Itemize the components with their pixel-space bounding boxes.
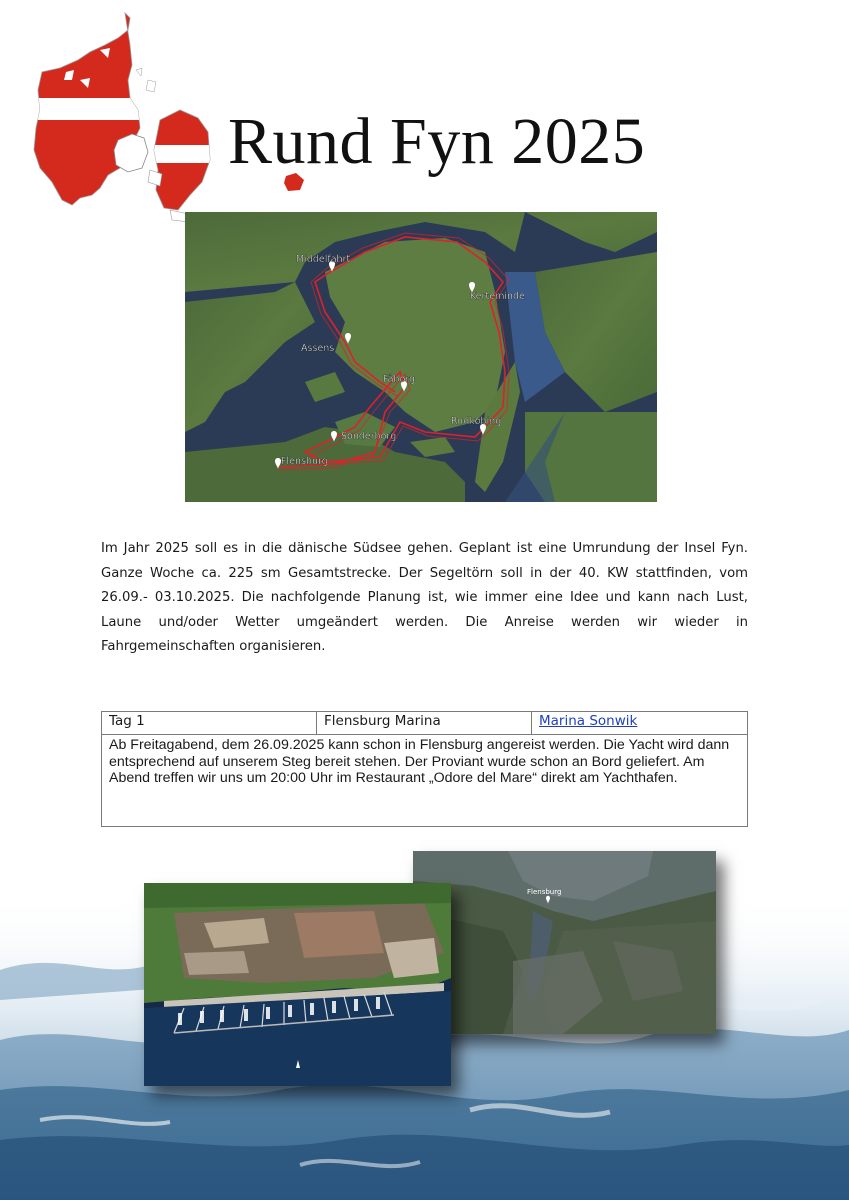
aerial-photo-marina [144, 883, 451, 1086]
intro-paragraph: Im Jahr 2025 soll es in die dänische Südsee gehen. Geplant ist eine Umrundung der Insel Fyn. Ganze Woche ca. 225 sm Gesamtstrecke. Der Segeltörn soll in der 40. KW stattfinden, vom 26.09.- 03.10.2025. Die nachfolgende Planung ist, wie immer eine Idee und kann nach Lust, Laune und/oder Wetter umgeändert werden. Die Anreise werden wir wieder in Fahrgemeinschaften organisieren. [101, 541, 748, 654]
location-cell: Flensburg Marina [317, 712, 532, 735]
route-map [185, 212, 657, 502]
label-kerteminde: Kerteminde [470, 291, 525, 302]
denmark-flag-map [30, 10, 215, 225]
satellite-photo-flensburg [413, 851, 716, 1034]
sat-label-flensburg: Flensburg [527, 888, 562, 896]
label-sonderborg: Sønderborg [341, 431, 397, 442]
table-description-row [102, 735, 748, 827]
label-rudkobing: Rudkøbing [451, 416, 502, 427]
table-header-row [102, 712, 748, 735]
day-description: Ab Freitagabend, dem 26.09.2025 kann schon in Flensburg angereist werden. Die Yacht wird dann entsprechend auf unserem Steg bereit stehen. Der Proviant wurde schon an Bord geliefert. Am Abend treffen wir uns um 20:00 Uhr im Restaurant „Odore del Mare“ direkt am Yachthafen. [102, 735, 748, 827]
marina-link[interactable]: Marina Sonwik [539, 713, 638, 729]
day-table [101, 711, 748, 827]
label-middelfahrt: Middelfahrt [296, 254, 351, 265]
marker-sonderborg [331, 431, 396, 442]
day-cell: Tag 1 [102, 712, 317, 735]
link-cell [532, 712, 748, 735]
label-faborg: Fåborg [383, 374, 416, 385]
label-flensburg: Flensburg [281, 456, 328, 467]
label-assens: Assens [301, 343, 335, 354]
page-title: Rund Fyn 2025 [228, 105, 646, 178]
